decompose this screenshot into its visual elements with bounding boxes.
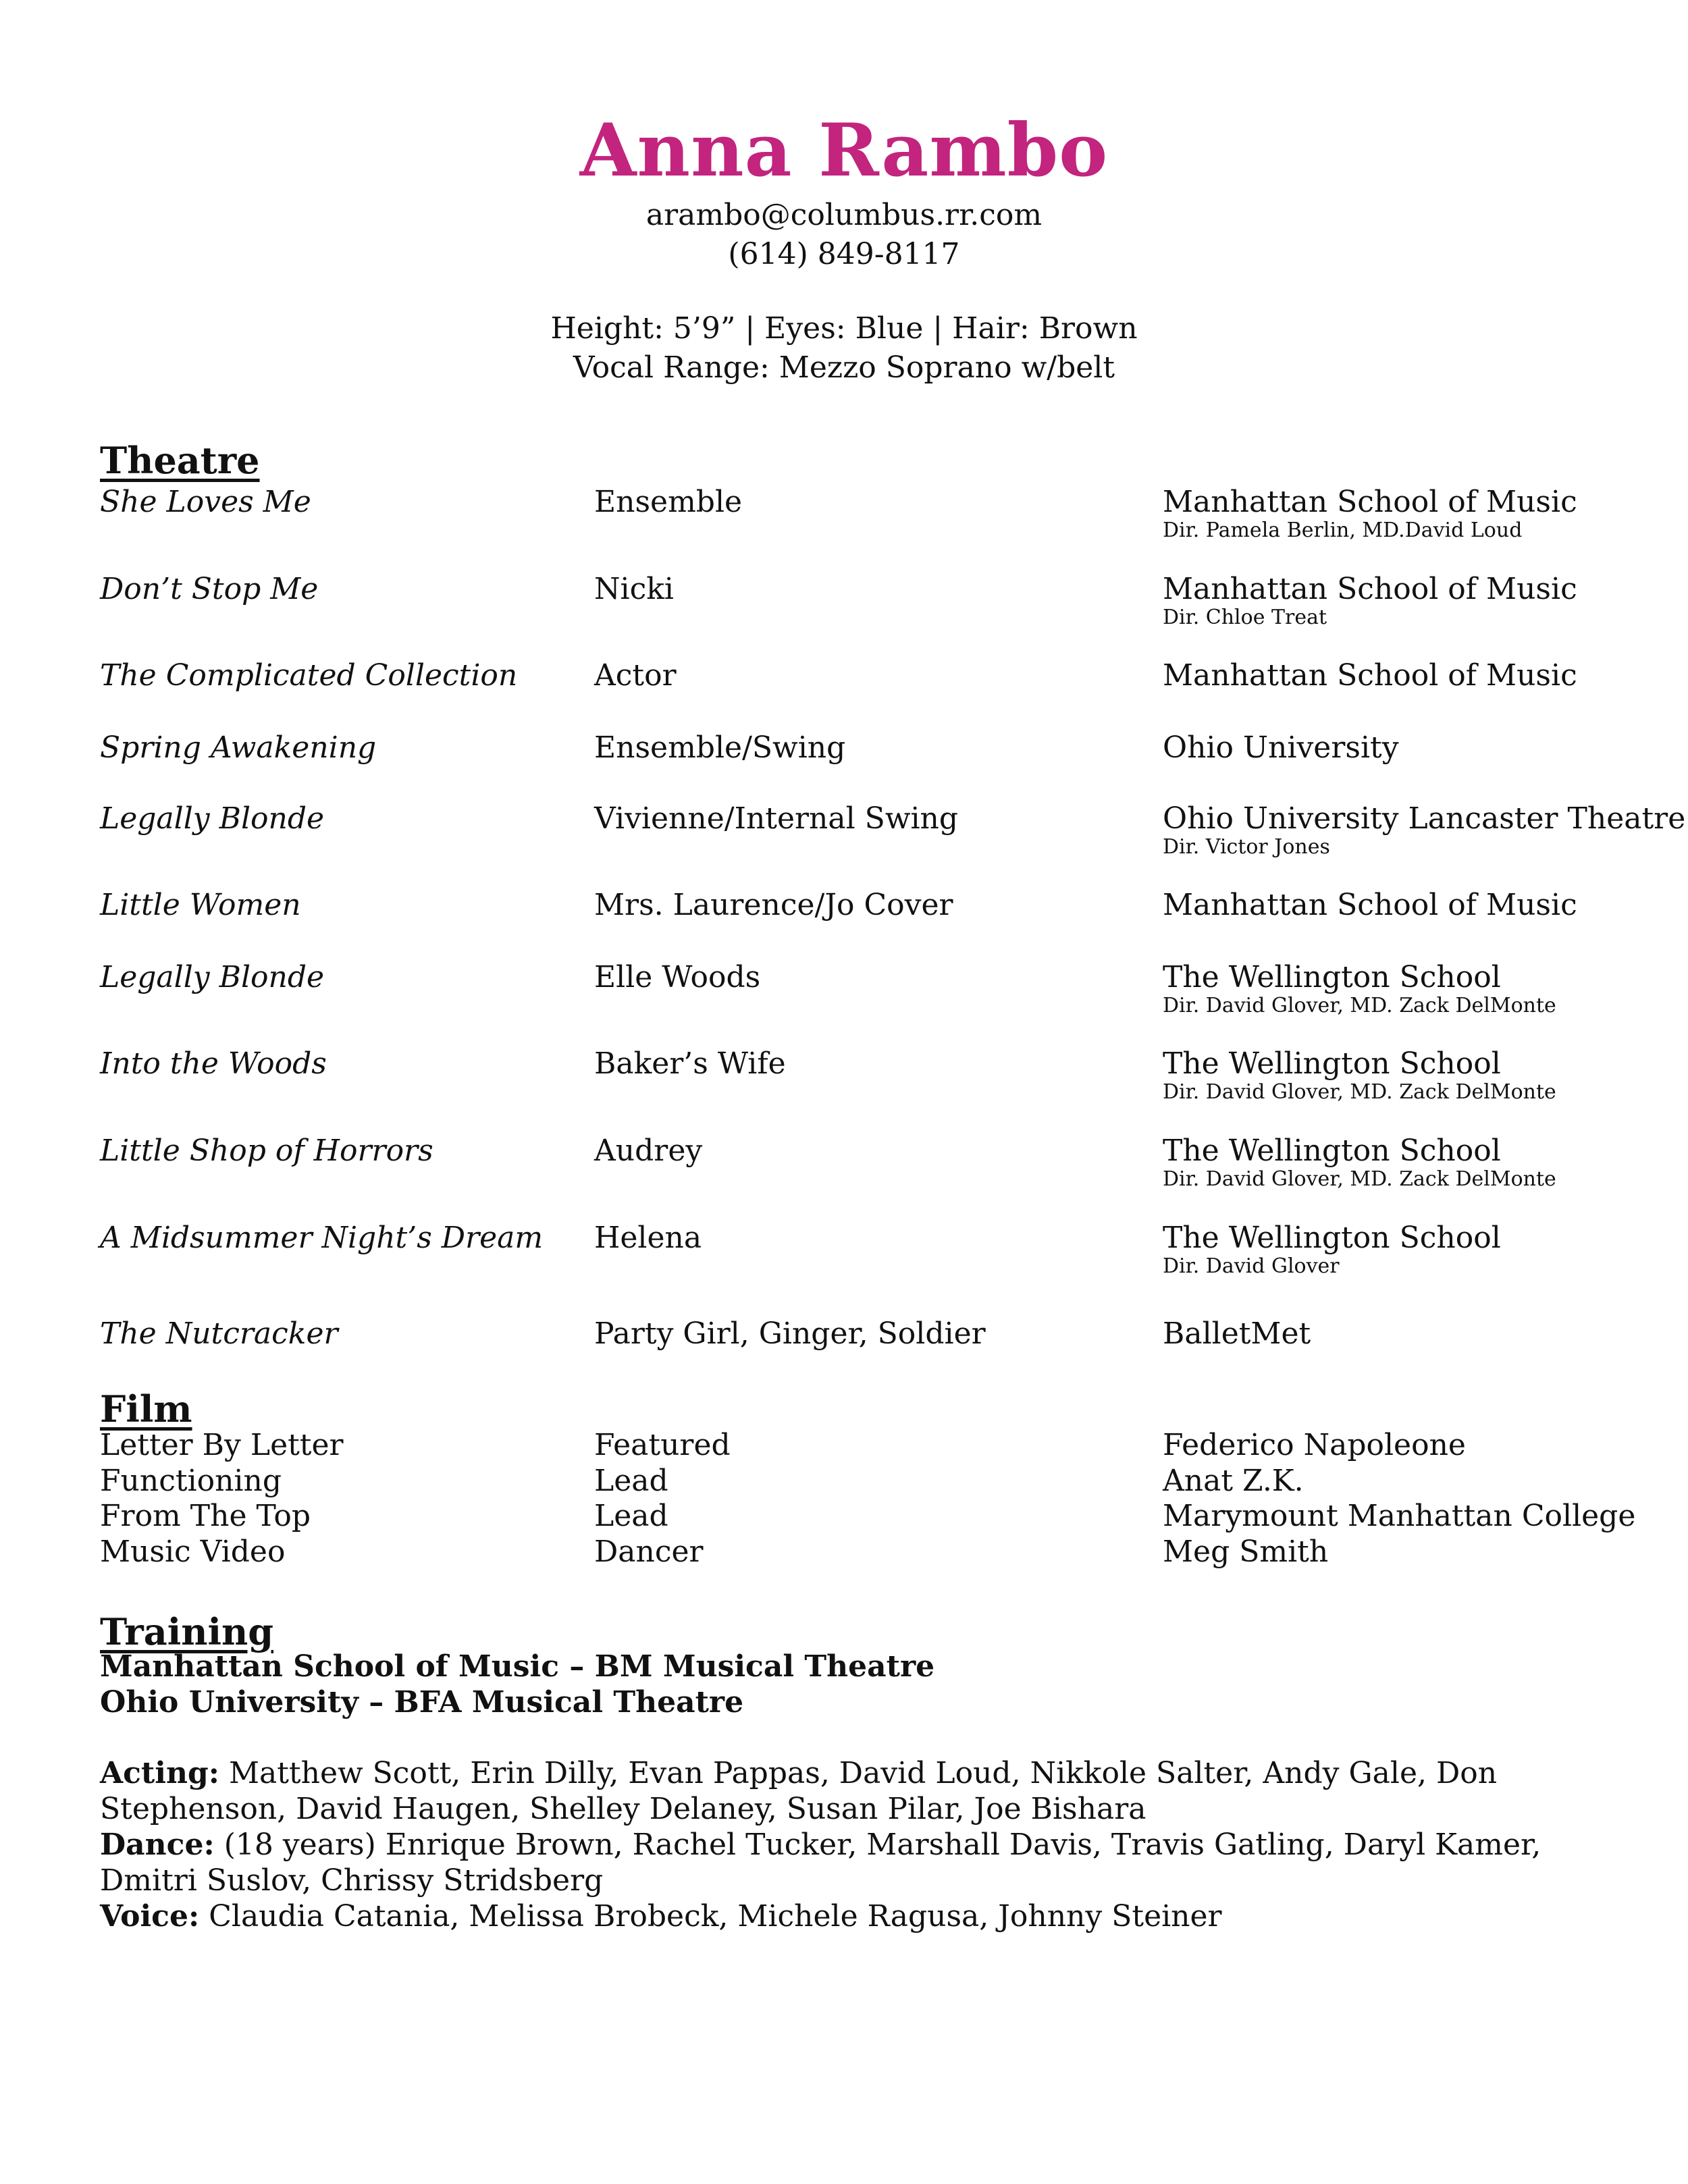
- credit-venue: The Wellington School: [1163, 960, 1501, 994]
- credit-director: Dir. David Glover, MD. Zack DelMonte: [1163, 994, 1556, 1017]
- school: Manhattan School of Music – BM Musical Theatre: [100, 1649, 935, 1684]
- credit-title: The Nutcracker: [100, 1316, 338, 1351]
- credit-title: She Loves Me: [100, 485, 311, 519]
- credit-director: Dir. Victor Jones: [1163, 835, 1330, 859]
- email[interactable]: arambo@columbus.rr.com: [645, 198, 1043, 232]
- credit-title: Little Women: [100, 888, 301, 922]
- film-title: Functioning: [100, 1463, 282, 1498]
- credit-venue: Ohio University Lancaster Theatre: [1163, 801, 1686, 836]
- credit-venue: Manhattan School of Music: [1163, 485, 1577, 519]
- credit-director: Dir. David Glover, MD. Zack DelMonte: [1163, 1167, 1556, 1191]
- acting-teachers: Matthew Scott, Erin Dilly, Evan Pappas, David Loud, Nikkole Salter, Andy Gale, Don Stephenson, David Haugen, Shelley Delaney, Susan Pilar, Joe Bishara: [100, 1756, 1498, 1826]
- dance-teachers: (18 years) Enrique Brown, Rachel Tucker, Marshall Davis, Travis Gatling, Daryl Kamer, Dmitri Suslov, Chrissy Stridsberg: [100, 1828, 1541, 1898]
- film-role: Lead: [594, 1463, 668, 1498]
- film-director: Anat Z.K.: [1163, 1463, 1304, 1498]
- credit-director: Dir. Pamela Berlin, MD.David Loud: [1163, 518, 1523, 542]
- credit-venue: The Wellington School: [1163, 1134, 1501, 1168]
- credit-venue: BalletMet: [1163, 1316, 1311, 1351]
- credit-director: Dir. David Glover: [1163, 1254, 1340, 1278]
- credit-venue: The Wellington School: [1163, 1221, 1501, 1255]
- film-titles: [100, 1428, 344, 1570]
- credit-role: Actor: [594, 658, 677, 693]
- credit-role: Audrey: [594, 1134, 703, 1168]
- voice-teachers: Claudia Catania, Melissa Brobeck, Michele Ragusa, Johnny Steiner: [209, 1899, 1222, 1934]
- credit-role: Elle Woods: [594, 960, 761, 994]
- credit-venue: Manhattan School of Music: [1163, 572, 1577, 606]
- performer-name: Anna Rambo: [579, 108, 1109, 193]
- credit-title: Spring Awakening: [100, 730, 377, 765]
- dance-label: Dance:: [100, 1828, 215, 1862]
- training-details: [100, 1755, 1619, 1934]
- film-role: Lead: [594, 1499, 668, 1533]
- film-roles: [594, 1428, 731, 1570]
- school: Ohio University – BFA Musical Theatre: [100, 1685, 744, 1720]
- vocal-range: Vocal Range: Mezzo Soprano w/belt: [573, 350, 1115, 385]
- schools-list: [100, 1649, 934, 1720]
- film-director: Meg Smith: [1163, 1534, 1329, 1569]
- credit-role: Nicki: [594, 572, 674, 606]
- stats-line: Height: 5’9” | Eyes: Blue | Hair: Brown: [550, 311, 1138, 346]
- voice-training: [100, 1898, 1619, 1934]
- credit-venue: The Wellington School: [1163, 1046, 1501, 1081]
- credit-role: Party Girl, Ginger, Soldier: [594, 1316, 986, 1351]
- acting-label: Acting:: [100, 1756, 219, 1790]
- credit-venue: Manhattan School of Music: [1163, 658, 1577, 693]
- credit-role: Helena: [594, 1221, 702, 1255]
- film-heading: Film: [100, 1387, 192, 1431]
- film-directors: [1163, 1428, 1635, 1570]
- credit-title: Little Shop of Horrors: [100, 1134, 433, 1168]
- film-title: Letter By Letter: [100, 1428, 344, 1462]
- voice-label: Voice:: [100, 1899, 200, 1934]
- credit-title: Into the Woods: [100, 1046, 327, 1081]
- film-director: Federico Napoleone: [1163, 1428, 1466, 1462]
- film-role: Dancer: [594, 1534, 704, 1569]
- credit-role: Mrs. Laurence/Jo Cover: [594, 888, 953, 922]
- credit-director: Dir. Chloe Treat: [1163, 606, 1327, 629]
- credit-venue: Ohio University: [1163, 730, 1399, 765]
- credit-director: Dir. David Glover, MD. Zack DelMonte: [1163, 1080, 1556, 1104]
- film-role: Featured: [594, 1428, 731, 1462]
- physical-stats: [0, 309, 1688, 388]
- contact-block: [0, 196, 1688, 274]
- credit-title: Legally Blonde: [100, 960, 325, 994]
- credit-title: A Midsummer Night’s Dream: [100, 1221, 544, 1255]
- phone[interactable]: (614) 849-8117: [728, 237, 960, 271]
- credit-venue: Manhattan School of Music: [1163, 888, 1577, 922]
- dance-training: [100, 1827, 1619, 1898]
- credit-role: Vivienne/Internal Swing: [594, 801, 959, 836]
- credit-title: Don’t Stop Me: [100, 572, 319, 606]
- credit-role: Ensemble/Swing: [594, 730, 846, 765]
- credit-role: Baker’s Wife: [594, 1046, 786, 1081]
- theatre-heading: Theatre: [100, 439, 260, 482]
- training-heading: Training: [100, 1610, 274, 1653]
- acting-training: [100, 1755, 1619, 1827]
- film-title: Music Video: [100, 1534, 286, 1569]
- credit-role: Ensemble: [594, 485, 743, 519]
- credit-title: The Complicated Collection: [100, 658, 518, 693]
- credit-title: Legally Blonde: [100, 801, 325, 836]
- film-director: Marymount Manhattan College: [1163, 1499, 1636, 1533]
- film-title: From The Top: [100, 1499, 311, 1533]
